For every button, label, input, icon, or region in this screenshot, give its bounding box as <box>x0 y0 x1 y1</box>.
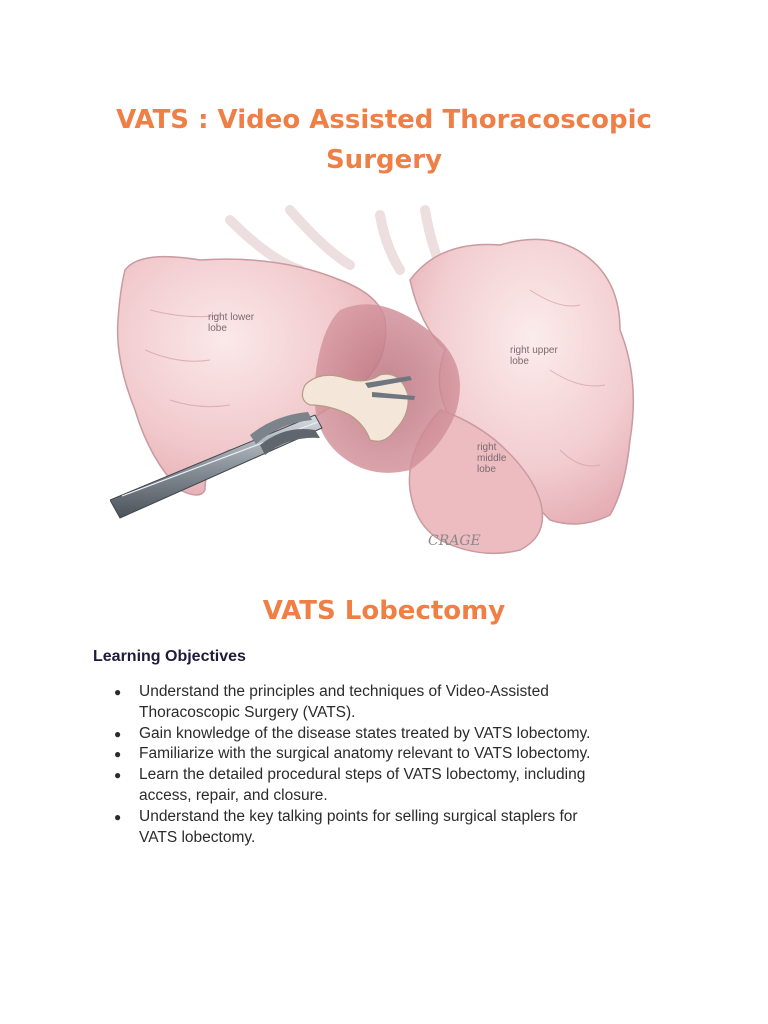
label-right-upper-lobe-line-2: lobe <box>510 356 529 367</box>
objective-item <box>110 807 670 849</box>
objective-item <box>110 744 670 765</box>
objective-text-continued: VATS lobectomy. <box>139 828 256 846</box>
label-right-lower-lobe-line-1: right lower <box>208 312 255 323</box>
bullet-icon: ● <box>114 768 122 783</box>
objective-text: Understand the principles and techniques of Video-Assisted <box>139 683 549 700</box>
label-right-middle-lobe-line-2: middle <box>477 453 507 464</box>
label-right-middle-lobe-line-1: right <box>477 442 497 453</box>
objective-text: Understand the key talking points for selling surgical staplers for <box>139 807 578 825</box>
label-right-upper-lobe-line-1: right upper <box>510 345 558 356</box>
label-right-middle-lobe-line-3: lobe <box>477 464 496 475</box>
document-title <box>0 100 768 180</box>
objective-item <box>110 724 670 745</box>
lobectomy-illustration <box>110 200 660 575</box>
bullet-icon: ● <box>114 685 122 699</box>
objective-text-continued: Thoracoscopic Surgery (VATS). <box>139 703 356 721</box>
artist-signature: CRAGE <box>428 533 481 549</box>
label-right-lower-lobe-line-2: lobe <box>208 323 227 334</box>
objectives-heading: Learning Objectives <box>93 648 246 665</box>
bullet-icon: ● <box>114 747 122 762</box>
bullet-icon: ● <box>114 809 122 824</box>
section-title: VATS Lobectomy <box>262 596 506 626</box>
objective-item <box>110 682 670 724</box>
objective-item <box>110 765 670 807</box>
objective-text: Familiarize with the surgical anatomy relevant to VATS lobectomy. <box>139 745 591 763</box>
document-title-line-1: VATS : Video Assisted Thoracoscopic <box>116 105 652 135</box>
objective-text-continued: access, repair, and closure. <box>139 786 328 804</box>
objective-text: Gain knowledge of the disease states treated by VATS lobectomy. <box>139 724 591 742</box>
bullet-icon: ● <box>114 726 122 741</box>
objectives-list <box>110 682 670 848</box>
objective-text: Learn the detailed procedural steps of VATS lobectomy, including <box>139 766 586 784</box>
document-title-line-2: Surgery <box>325 145 443 175</box>
